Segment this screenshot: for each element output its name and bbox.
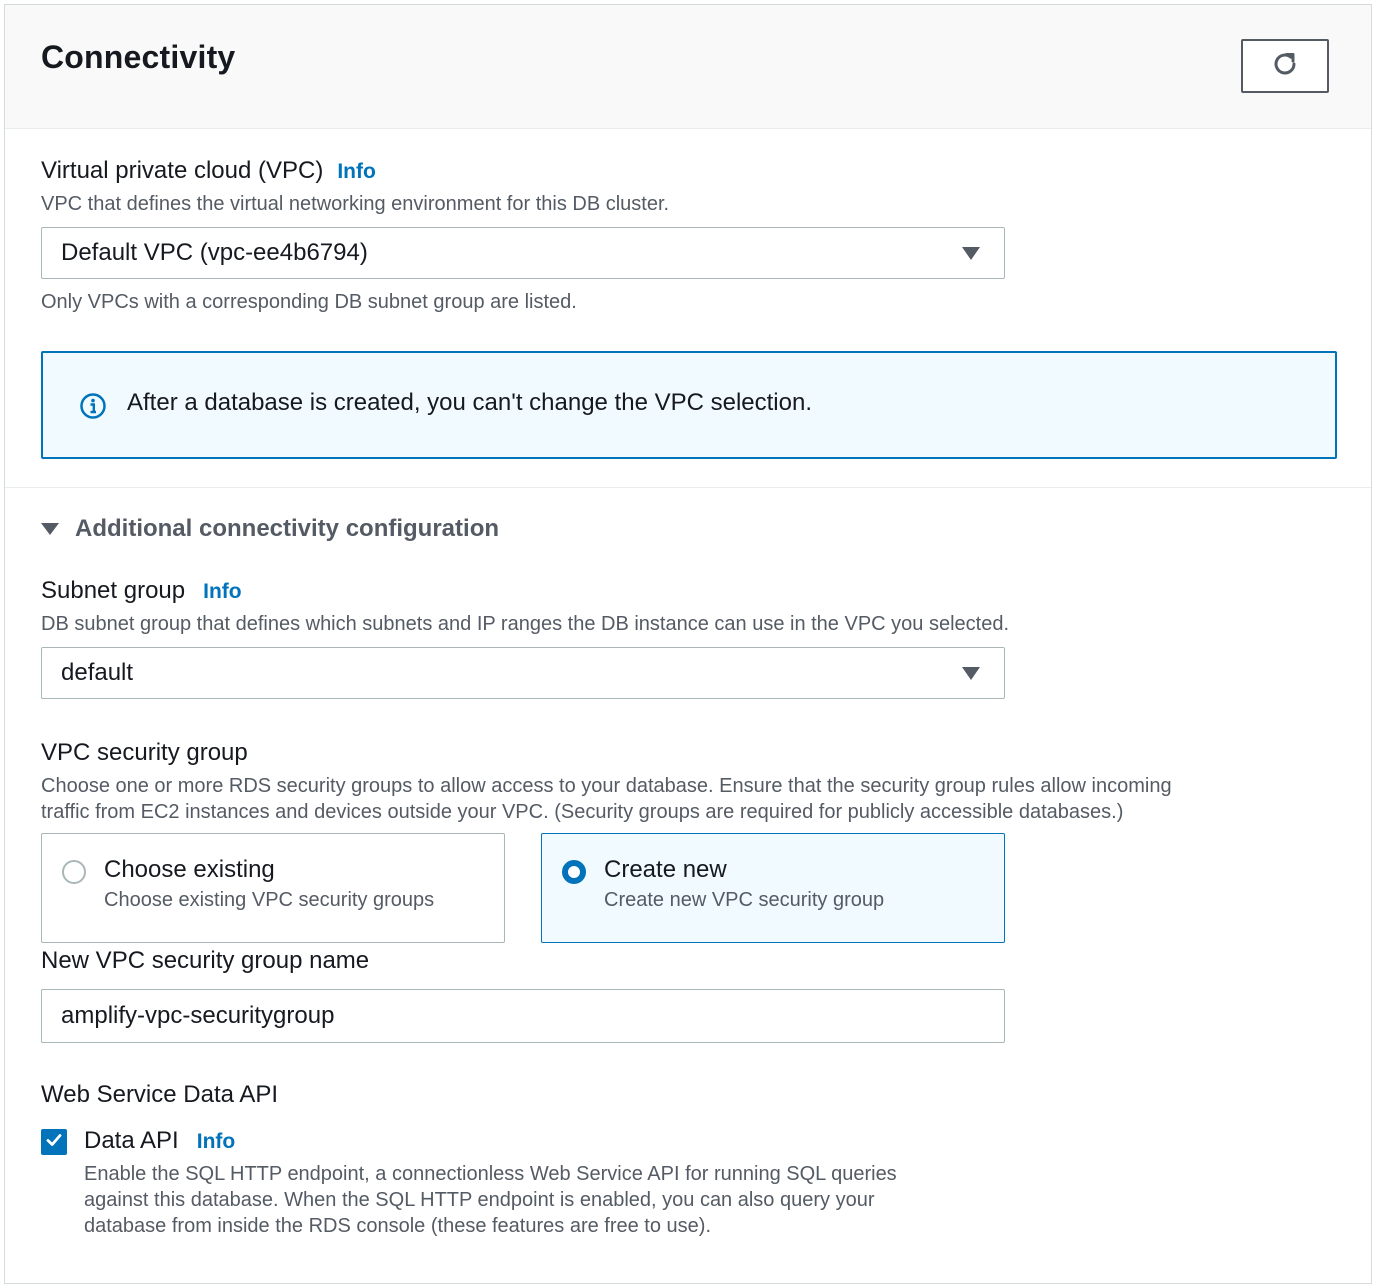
choose-existing-description: Choose existing VPC security groups xyxy=(104,889,435,911)
data-api-checkbox[interactable] xyxy=(41,1129,67,1155)
section-divider xyxy=(5,487,1371,488)
checkmark-icon xyxy=(44,1130,64,1155)
create-new-tile[interactable] xyxy=(541,833,1005,943)
additional-connectivity-label: Additional connectivity configuration xyxy=(75,515,500,542)
data-api-description-3: database from inside the RDS console (these features are free to use). xyxy=(84,1215,712,1237)
data-api-section-label: Web Service Data API xyxy=(41,1081,278,1108)
alert-text: After a database is created, you can't change the VPC selection. xyxy=(127,389,812,416)
data-api-label-row xyxy=(84,1127,235,1155)
data-api-description-2: against this database. When the SQL HTTP endpoint is enabled, you can also query your xyxy=(84,1189,875,1211)
vpc-label-row xyxy=(41,157,376,185)
vpc-hint: Only VPCs with a corresponding DB subnet group are listed. xyxy=(41,291,577,313)
new-sg-name-value: amplify-vpc-securitygroup xyxy=(61,1002,335,1029)
choose-existing-tile[interactable] xyxy=(41,833,505,943)
create-new-description: Create new VPC security group xyxy=(604,889,885,911)
data-api-info-link[interactable]: Info xyxy=(196,1130,236,1153)
caret-down-icon xyxy=(41,523,59,535)
vpc-description: VPC that defines the virtual networking environment for this DB cluster. xyxy=(41,193,670,215)
create-new-title: Create new xyxy=(604,856,727,883)
subnet-label-row xyxy=(41,577,242,605)
vpc-info-link[interactable]: Info xyxy=(337,160,376,183)
info-alert xyxy=(41,351,1337,459)
subnet-select-value: default xyxy=(61,659,134,686)
refresh-icon xyxy=(1269,48,1301,85)
choose-existing-radio[interactable] xyxy=(62,860,86,884)
vpc-select-value: Default VPC (vpc-ee4b6794) xyxy=(61,239,368,266)
vpc-label: Virtual private cloud (VPC) xyxy=(41,157,324,184)
subnet-info-link[interactable]: Info xyxy=(203,580,242,603)
subnet-label: Subnet group xyxy=(41,577,186,604)
caret-down-icon xyxy=(962,667,980,680)
info-circle-icon xyxy=(79,392,107,425)
panel-header xyxy=(5,5,1371,129)
caret-down-icon xyxy=(962,247,980,260)
create-new-radio[interactable] xyxy=(562,860,586,884)
new-sg-name-input[interactable] xyxy=(41,989,1005,1043)
connectivity-panel xyxy=(4,4,1372,1284)
security-group-label: VPC security group xyxy=(41,739,248,766)
new-sg-name-label: New VPC security group name xyxy=(41,947,370,974)
additional-connectivity-toggle[interactable] xyxy=(41,515,499,543)
panel-title: Connectivity xyxy=(41,39,236,75)
subnet-select[interactable] xyxy=(41,647,1005,699)
data-api-label[interactable]: Data API xyxy=(84,1127,179,1154)
data-api-description-1: Enable the SQL HTTP endpoint, a connectionless Web Service API for running SQL queries xyxy=(84,1163,897,1185)
security-group-description-1: Choose one or more RDS security groups to allow access to your database. Ensure that the security group rules allow incoming xyxy=(41,775,1172,797)
security-group-description-2: traffic from EC2 instances and devices outside your VPC. (Security groups are required for publicly accessible databases.) xyxy=(41,801,1124,823)
subnet-description: DB subnet group that defines which subnets and IP ranges the DB instance can use in the VPC you selected. xyxy=(41,613,1010,635)
refresh-button[interactable] xyxy=(1241,39,1329,93)
vpc-select[interactable] xyxy=(41,227,1005,279)
choose-existing-title: Choose existing xyxy=(104,856,275,883)
